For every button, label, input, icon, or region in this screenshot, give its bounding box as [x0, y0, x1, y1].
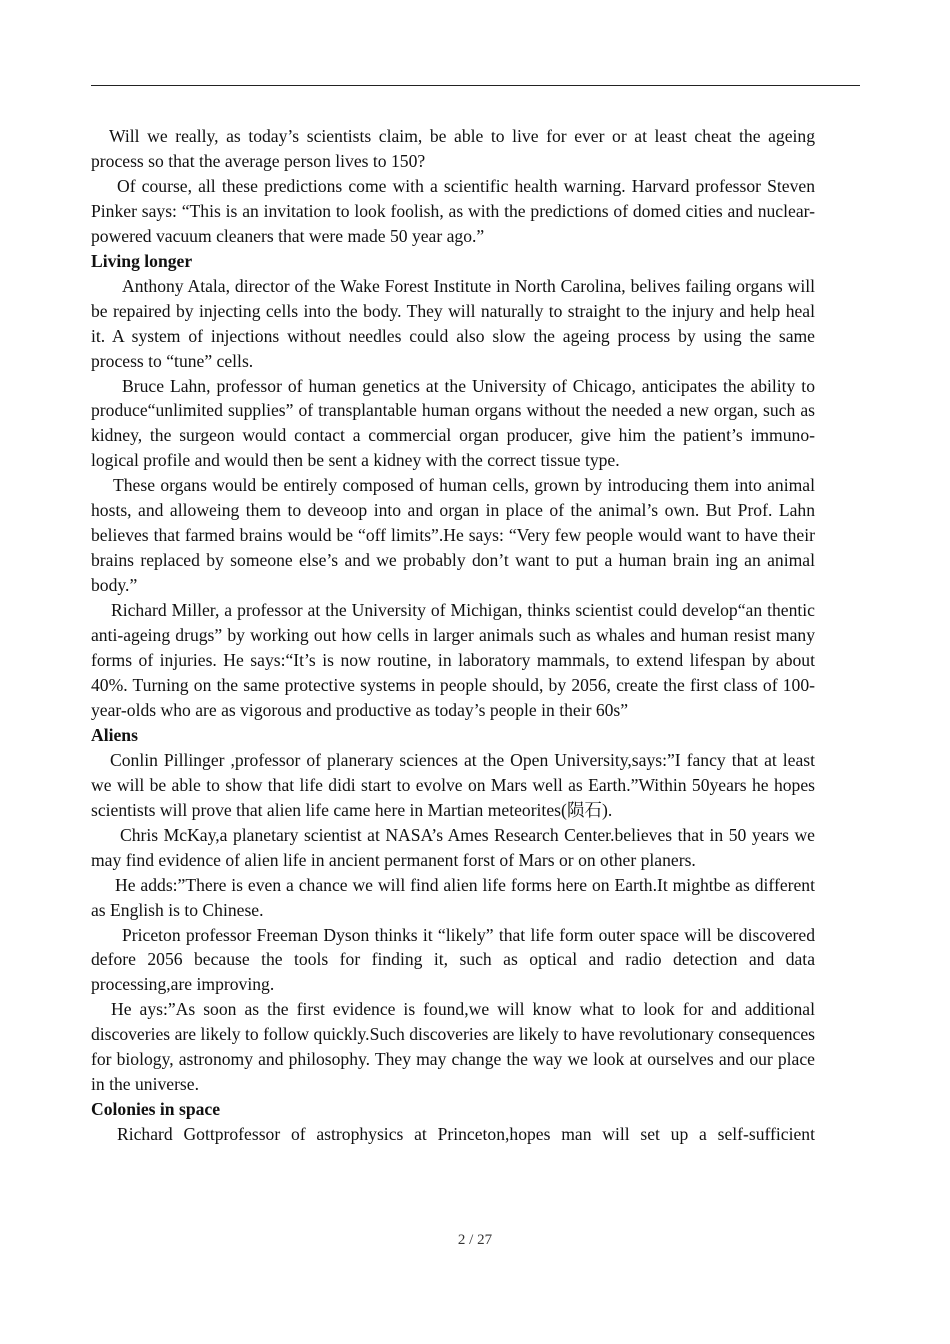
- section-heading-colonies-in-space: Colonies in space: [91, 1099, 221, 1120]
- section-heading-aliens: Aliens: [91, 724, 138, 745]
- paragraph: Priceton professor Freeman Dyson thinks it “likely” that life form outer space will be discovered defore 2056 because the tools for finding it, such as optical and radio detection and data processing,are improving.: [91, 924, 815, 995]
- paragraph: Anthony Atala, director of the Wake Forest Institute in North Carolina, belives failing organs will be repaired by injecting cells into the body. They will naturally to straight to the injury and help heal it. A system of injections without needles could also slow the ageing process by using the same process to “tune” cells.: [91, 275, 815, 371]
- page-number: 2 / 27: [457, 1232, 493, 1248]
- paragraph: Of course, all these predictions come with a scientific health warning. Harvard professor Steven Pinker says: “This is an invitation to look foolish, as with the predictions of domed cities and nuclear-powered vacuum cleaners that were made 50 year ago.”: [91, 175, 815, 246]
- paragraph: He adds:”There is even a chance we will find alien life forms here on Earth.It mightbe as different as English is to Chinese.: [91, 874, 815, 920]
- paragraph: These organs would be entirely composed of human cells, grown by introducing them into animal hosts, and alloweing them to deveoop into and organ in place of the animal’s own. But Prof. Lahn believes that farmed brains would be “off limits”.He says: “Very few people would want to have their brains replaced by someone else’s and we probably don’t want to put a human brain ing an animal body.”: [91, 475, 815, 596]
- paragraph: Will we really, as today’s scientists claim, be able to live for ever or at least cheat the ageing process so that the average person lives to 150?: [91, 126, 815, 171]
- header-rule: [91, 85, 860, 86]
- paragraph: Bruce Lahn, professor of human genetics at the University of Chicago, anticipates the ability to produce“unlimited supplies” of transplantable human organs without the needed a new organ, such as kidney, the surgeon would contact a commercial organ producer, give him the patient’s immuno-logical profile and would then be sent a kidney with the correct tissue type.: [91, 375, 815, 471]
- paragraph: Richard Miller, a professor at the University of Michigan, thinks scientist could develop“an thentic anti-ageing drugs” by working out how cells in larger animals such as whales and human resist many forms of injuries. He says:“It’s is now routine, in laboratory mammals, to extend lifespan by about 40%. Turning on the same protective systems in people should, by 2056, create the first class of 100-year-olds who are as vigorous and productive as today’s people in their 60s”: [91, 600, 815, 720]
- paragraph: Chris McKay,a planetary scientist at NASA’s Ames Research Center.believes that in 50 years we may find evidence of alien life in ancient permanent forst of Mars or on other planers.: [91, 824, 815, 870]
- document-body: [91, 124, 815, 1147]
- paragraph: Conlin Pillinger ,professor of planerary sciences at the Open University,says:”I fancy that at least we will be able to show that life didi start to evolve on Mars well as Earth.”Within 50years he hopes scientists will prove that alien life came here in Martian meteorites(陨石).: [91, 749, 815, 820]
- paragraph: Richard Gottprofessor of astrophysics at Princeton,hopes man will set up a self-sufficient: [117, 1124, 815, 1145]
- section-heading-living-longer: Living longer: [91, 250, 193, 271]
- paragraph: He ays:”As soon as the first evidence is found,we will know what to look for and additional discoveries are likely to follow quickly.Such discoveries are likely to have revolutionary consequences for biology, astronomy and philosophy. They may change the way we look at ourselves and our place in the universe.: [91, 999, 815, 1095]
